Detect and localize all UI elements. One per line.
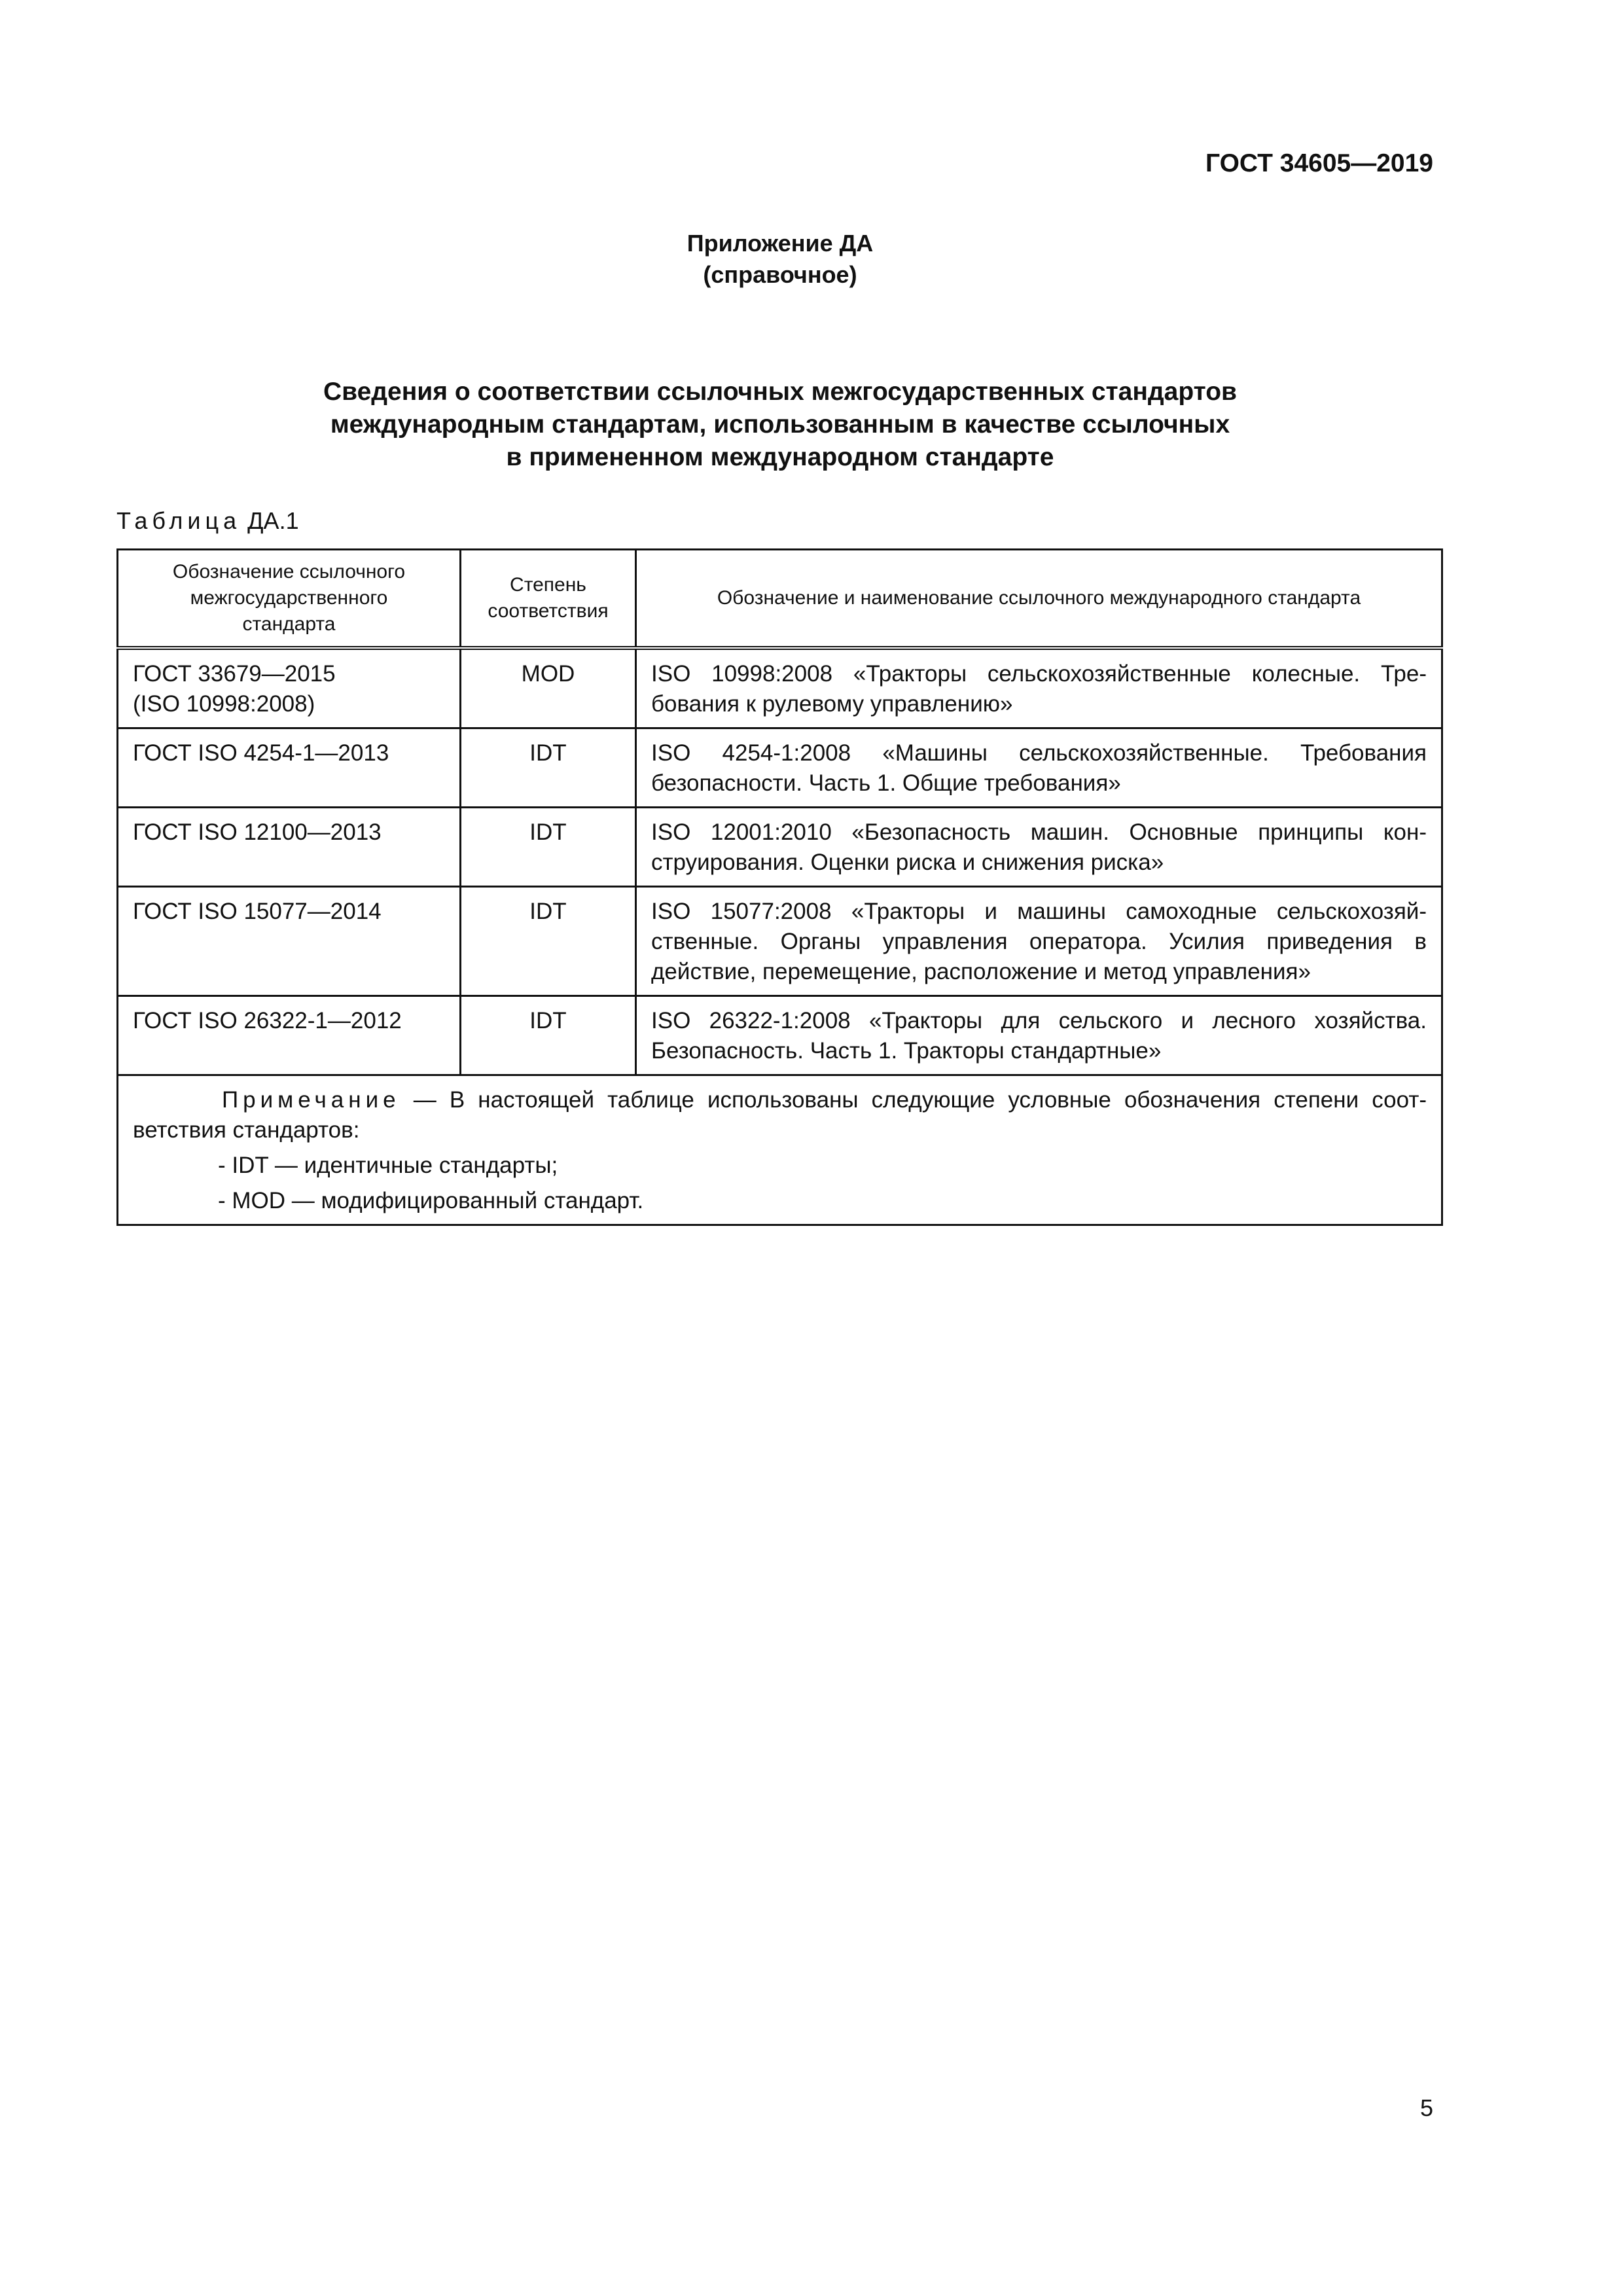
cell-interstate — [118, 996, 461, 1075]
note-label: Примечание — [222, 1086, 401, 1113]
table-caption-number: ДА.1 — [247, 507, 299, 534]
cell-international: ISO 15077:2008 «Тракторы и машины самоходные сельскохозяйственные. Органы управления оператора. Усилия приведения в действие, перемещение, расположение и метод управления» — [636, 886, 1442, 996]
header-interstate-standard — [118, 550, 461, 648]
cell-degree: IDT — [461, 996, 636, 1075]
correspondence-table — [116, 548, 1443, 1226]
section-title — [0, 376, 1560, 474]
section-title-line: в примененном международном стандарте — [506, 443, 1054, 471]
cell-text: (ISO 10998:2008) — [133, 691, 315, 717]
header-text: Обозначение ссылочного — [172, 560, 406, 583]
header-text: Степень — [510, 573, 586, 596]
table-row — [118, 728, 1442, 807]
section-title-line: международным стандартам, использованным в качестве ссылочных — [330, 410, 1230, 439]
table-caption — [116, 507, 299, 535]
table-note-row — [118, 1075, 1442, 1225]
cell-interstate — [118, 648, 461, 728]
note-list-item: - IDT — идентичные стандарты; — [218, 1152, 558, 1178]
cell-interstate — [118, 886, 461, 996]
cell-degree: IDT — [461, 886, 636, 996]
appendix-subtitle: (справочное) — [703, 261, 857, 288]
table-caption-word: Таблица — [116, 507, 241, 534]
table-header-row — [118, 550, 1442, 648]
header-text: межгосударственного — [190, 586, 388, 609]
cell-international: ISO 26322-1:2008 «Тракторы для сельского и лесного хозяйства. Безопасность. Часть 1. Тракторы стандартные» — [636, 996, 1442, 1075]
header-text: соответствия — [488, 600, 609, 622]
page-number: 5 — [1419, 2094, 1433, 2121]
cell-degree: MOD — [461, 648, 636, 728]
header-degree — [461, 550, 636, 648]
cell-text: ГОСТ ISO 4254-1—2013 — [133, 740, 389, 766]
note-text: — В настоящей таблице использованы следующие условные обозначения степени соответствия стандартов: — [133, 1086, 1427, 1143]
document-code: ГОСТ 34605—2019 — [1205, 149, 1433, 177]
table-row — [118, 996, 1442, 1075]
cell-international: ISO 4254-1:2008 «Машины сельскохозяйственные. Требования безопасности. Часть 1. Общие требования» — [636, 728, 1442, 807]
cell-interstate — [118, 807, 461, 886]
table-row — [118, 886, 1442, 996]
table-row — [118, 648, 1442, 728]
cell-degree: IDT — [461, 807, 636, 886]
cell-text: ГОСТ 33679—2015 — [133, 660, 336, 687]
cell-text: ГОСТ ISO 15077—2014 — [133, 898, 382, 924]
section-title-line: Сведения о соответствии ссылочных межгосударственных стандартов — [323, 378, 1238, 406]
appendix-heading — [0, 228, 1560, 291]
note-paragraph — [133, 1085, 1427, 1145]
table-row — [118, 807, 1442, 886]
header-text: стандарта — [242, 613, 336, 635]
appendix-title: Приложение ДА — [687, 230, 874, 257]
cell-interstate — [118, 728, 461, 807]
note-list-item: - MOD — модифицированный стандарт. — [218, 1187, 644, 1213]
table-note — [118, 1075, 1442, 1225]
cell-degree: IDT — [461, 728, 636, 807]
cell-text: ГОСТ ISO 26322-1—2012 — [133, 1007, 402, 1033]
cell-text: ГОСТ ISO 12100—2013 — [133, 819, 382, 845]
header-international-standard: Обозначение и наименование ссылочного международного стандарта — [636, 550, 1442, 648]
cell-international: ISO 10998:2008 «Тракторы сельскохозяйственные колесные. Требования к рулевому управлению» — [636, 648, 1442, 728]
cell-international: ISO 12001:2010 «Безопасность машин. Основные принципы конструирования. Оценки риска и снижения риска» — [636, 807, 1442, 886]
